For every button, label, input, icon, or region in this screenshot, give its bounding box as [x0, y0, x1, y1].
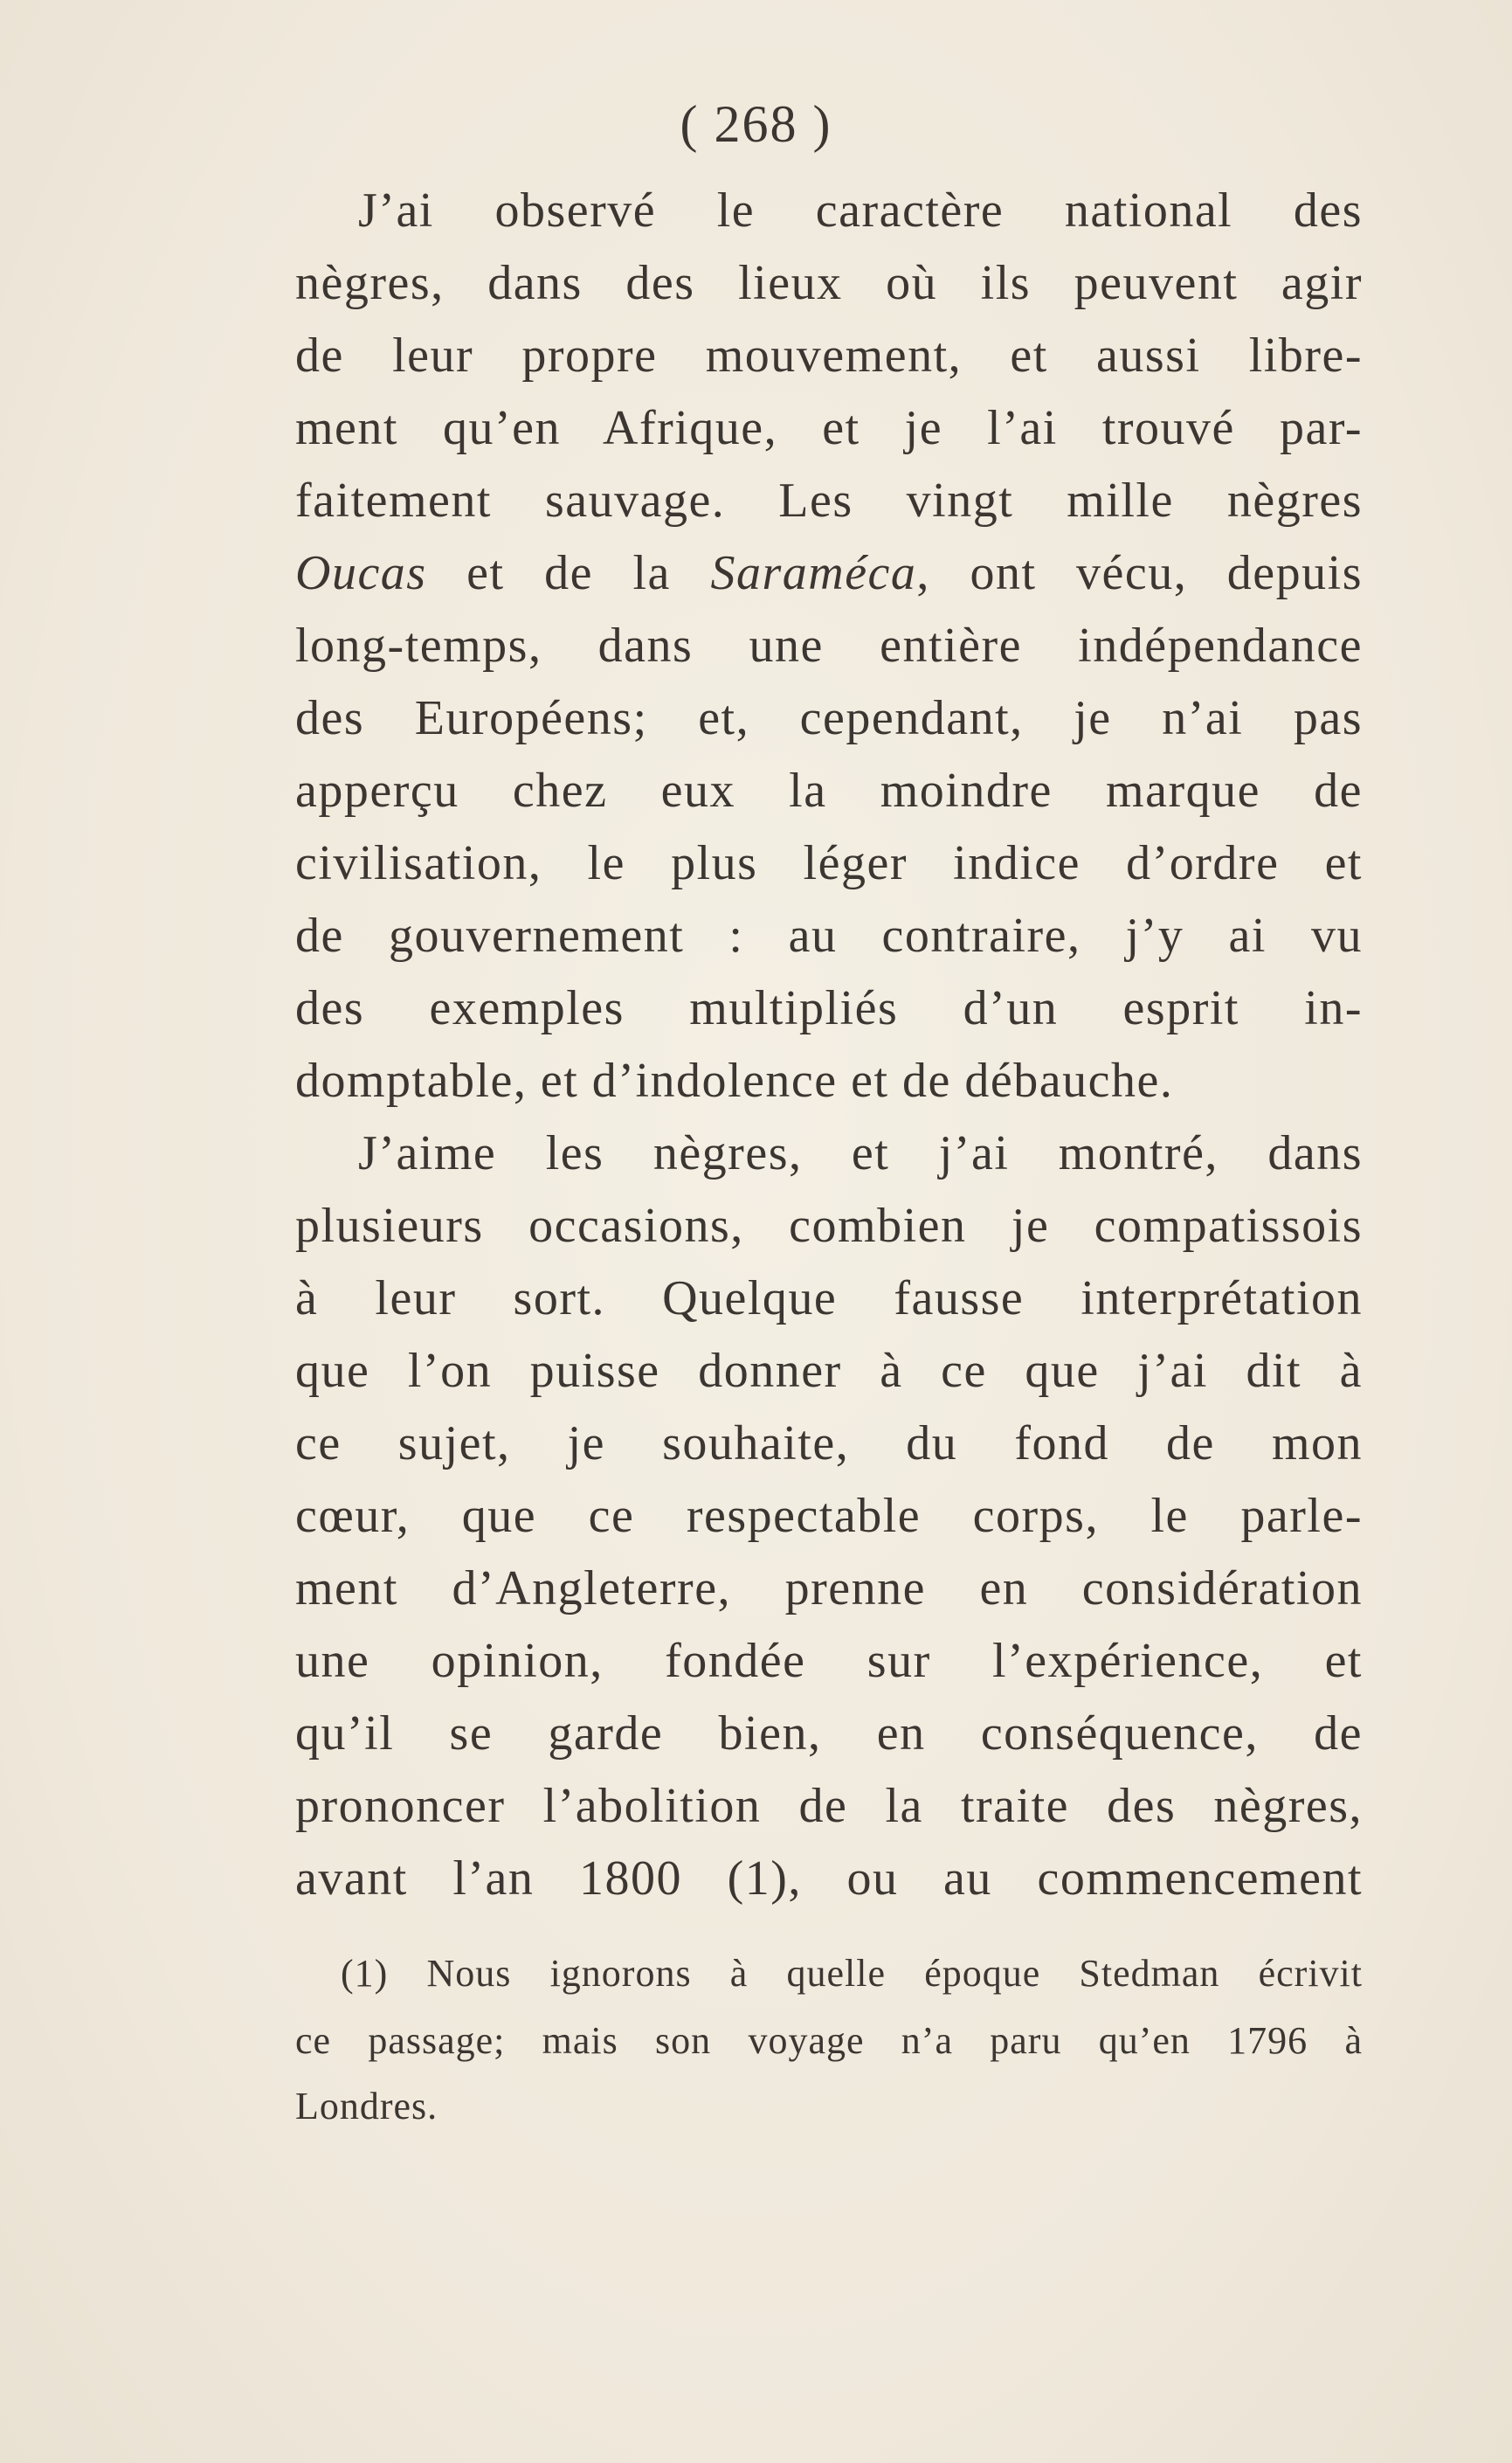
- text-line-22: qu’il se garde bien, en conséquence, de: [295, 1706, 1363, 1761]
- text-line-17: que l’on puisse donner à ce que j’ai dit à: [295, 1344, 1363, 1398]
- text-line-9: apperçu chez eux la moindre marque de: [295, 764, 1363, 818]
- text-line-2: nègres, dans des lieux où ils peuvent agir: [295, 256, 1363, 310]
- footnote-line-3: Londres.: [295, 2085, 438, 2127]
- text-line-14: J’aime les nègres, et j’ai montré, dans: [358, 1126, 1363, 1180]
- text-line-4: ment qu’en Afrique, et je l’ai trouvé par-: [295, 401, 1363, 455]
- italic-sarameca: Saraméca: [710, 546, 917, 600]
- text-line-20: ment d’Angleterre, prenne en considération: [295, 1561, 1363, 1615]
- text-line-10: civilisation, le plus léger indice d’ordre et: [295, 836, 1363, 890]
- footnote-line-1: (1) Nous ignorons à quelle époque Stedman écrivit: [341, 1952, 1363, 1995]
- text-line-23: prononcer l’abolition de la traite des nègres,: [295, 1779, 1363, 1833]
- italic-oucas: Oucas: [295, 546, 427, 600]
- text-line-11: de gouvernement : au contraire, j’y ai vu: [295, 909, 1363, 963]
- footnote-line-2: ce passage; mais son voyage n’a paru qu’en 1796 à: [295, 2019, 1363, 2062]
- page-number: ( 268 ): [680, 95, 832, 153]
- text-line-8: des Européens; et, cependant, je n’ai pas: [295, 691, 1363, 745]
- text-line-6: [295, 537, 1363, 609]
- text-line-21: une opinion, fondée sur l’expérience, et: [295, 1634, 1363, 1688]
- text-line-1: J’ai observé le caractère national des: [358, 183, 1363, 238]
- text-line-6-end: , ont vécu, depuis: [916, 546, 1364, 600]
- text-line-18: ce sujet, je souhaite, du fond de mon: [295, 1416, 1363, 1470]
- text-line-19: cœur, que ce respectable corps, le parle-: [295, 1489, 1363, 1543]
- text-line-24: avant l’an 1800 (1), ou au commencement: [295, 1851, 1363, 1906]
- text-line-6-mid: et de la: [426, 546, 711, 600]
- text-line-5: faitement sauvage. Les vingt mille nègres: [295, 474, 1363, 528]
- text-line-16: à leur sort. Quelque fausse interprétation: [295, 1271, 1363, 1325]
- text-line-13: domptable, et d’indolence et de débauche.: [295, 1054, 1174, 1108]
- text-line-15: plusieurs occasions, combien je compatissois: [295, 1199, 1363, 1253]
- text-line-7: long-temps, dans une entière indépendance: [295, 619, 1363, 673]
- text-line-12: des exemples multipliés d’un esprit in-: [295, 981, 1363, 1035]
- text-line-3: de leur propre mouvement, et aussi libre-: [295, 329, 1363, 383]
